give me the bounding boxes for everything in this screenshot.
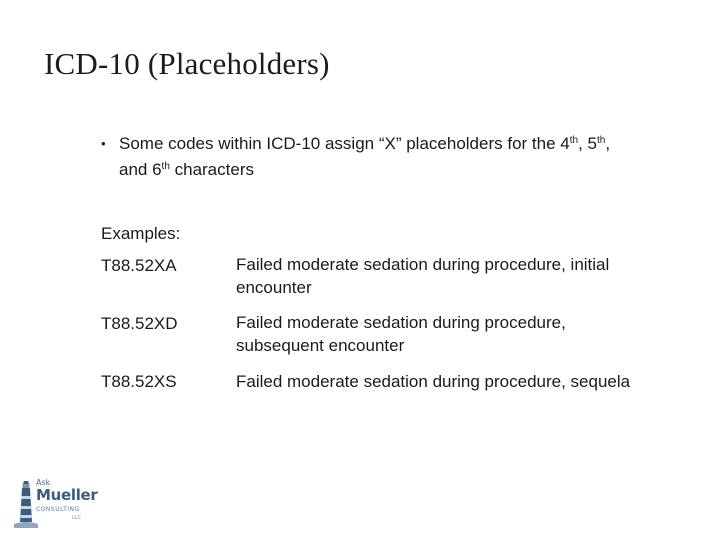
bullet-text-3: ,	[605, 134, 611, 153]
logo-llc-text: LLC	[72, 515, 82, 521]
bullet-dot-icon: •	[101, 136, 106, 151]
superscript-th: th	[596, 135, 606, 146]
example-description	[236, 369, 716, 395]
superscript-th: th	[569, 135, 579, 146]
bullet-text-1: Some codes within ICD-10 assign “X” placeholders for the 4	[119, 134, 570, 153]
example-description-line: encounter	[236, 278, 312, 297]
company-logo	[14, 478, 98, 528]
bullet-text-2: , 5	[578, 134, 597, 153]
bullet-list	[101, 131, 711, 183]
example-code: T88.52XA	[101, 256, 177, 275]
bullet-text-4: and 6	[119, 160, 162, 179]
example-description-line: Failed moderate sedation during procedure, initial	[236, 255, 610, 274]
example-code: T88.52XD	[101, 314, 178, 333]
example-description-line: Failed moderate sedation during procedure,	[236, 313, 566, 332]
superscript-th: th	[161, 161, 170, 172]
example-description-line: subsequent encounter	[236, 336, 405, 355]
logo-mueller-text: Mueller	[36, 486, 98, 504]
lighthouse-icon	[14, 478, 38, 528]
example-code: T88.52XS	[101, 372, 177, 391]
example-description	[236, 252, 716, 300]
logo-consulting-text: CONSULTING	[36, 506, 80, 513]
examples-label: Examples:	[101, 224, 181, 243]
bullet-item	[101, 131, 711, 183]
example-description-line: Failed moderate sedation during procedure, sequela	[236, 372, 631, 391]
bullet-text-5: characters	[169, 160, 254, 179]
logo-ask-text: Ask	[36, 478, 51, 487]
slide-title: ICD-10 (Placeholders)	[44, 46, 330, 81]
example-description	[236, 310, 716, 358]
